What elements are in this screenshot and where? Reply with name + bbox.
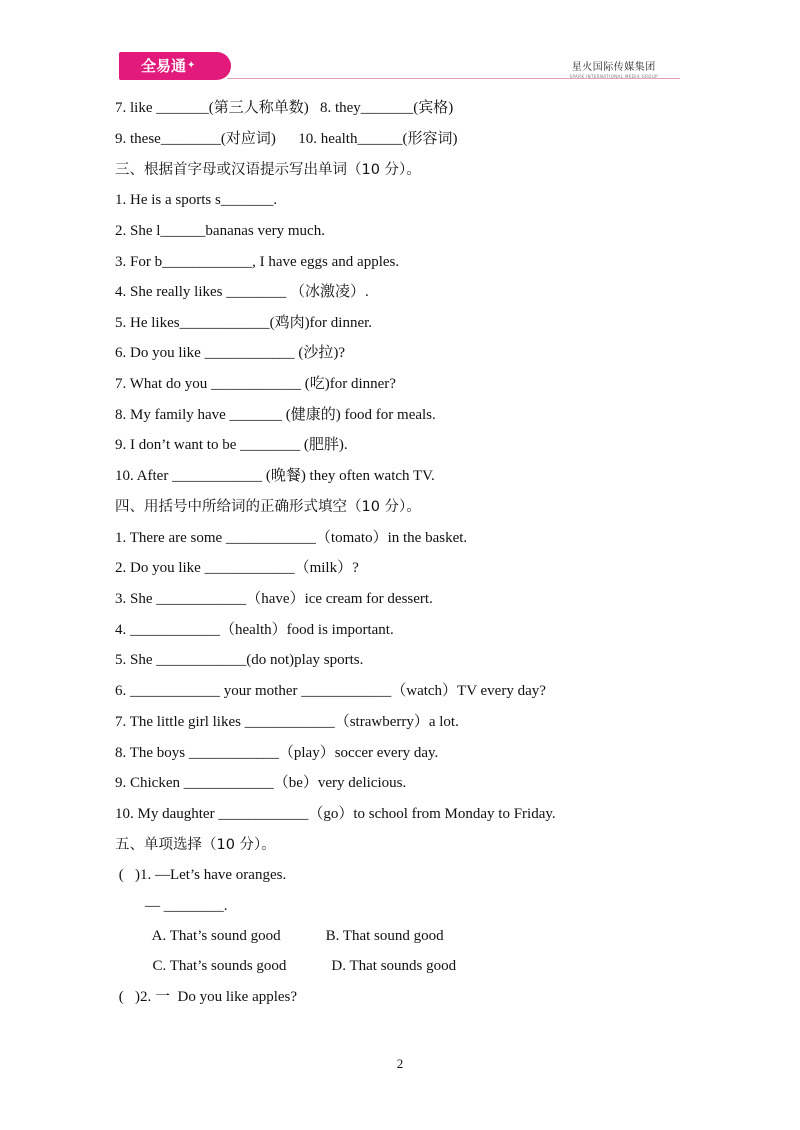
exercise-line: 9. these________(对应词) 10. health______(形容词) (115, 131, 458, 147)
section-heading: 四、用括号中所给词的正确形式填空（10 分）。 (115, 499, 421, 515)
exercise-line: 10. My daughter ____________（go）to school from Monday to Friday. (115, 806, 556, 822)
exercise-line: 4. She really likes ________ （冰激凌）. (115, 284, 369, 300)
option-line: C. That’s sounds good D. That sounds good (115, 958, 457, 974)
section-heading: 五、单项选择（10 分）。 (115, 837, 276, 853)
exercise-line: 7. like _______(第三人称单数) 8. they_______(宾格) (115, 100, 454, 116)
publisher-name-en: SPARK INTERNATIONAL MEDIA GROUP (569, 74, 658, 79)
exercise-line: 1. There are some ____________（tomato）in the basket. (115, 530, 468, 546)
exercise-line: 2. She l______bananas very much. (115, 223, 325, 239)
exercise-line: 7. The little girl likes ____________（strawberry）a lot. (115, 714, 459, 730)
exercise-line: 10. After ____________ (晚餐) they often watch TV. (115, 468, 435, 484)
exercise-line: 7. What do you ____________ (吃)for dinner? (115, 376, 396, 392)
brand-logo (119, 52, 231, 80)
publisher-name-cn: 星火国际传媒集团 (571, 62, 656, 73)
answer-blank-line: — ________. (115, 898, 228, 914)
section-heading: 三、根据首字母或汉语提示写出单词（10 分）。 (115, 162, 421, 178)
page-header (119, 52, 680, 82)
page-number: 2 (396, 1056, 404, 1071)
exercise-line: 1. He is a sports s_______. (115, 192, 278, 208)
exercise-line: 9. Chicken ____________（be）very delicious. (115, 775, 407, 791)
publisher-brand (570, 58, 658, 79)
exercise-line: 6. ____________ your mother ____________（watch）TV every day? (115, 683, 546, 699)
exercise-line: 8. The boys ____________（play）soccer every day. (115, 745, 439, 761)
exercise-line: 3. She ____________（have）ice cream for dessert. (115, 591, 433, 607)
question-line: ( )2. 一 Do you like apples? (115, 989, 298, 1005)
question-line: ( )1. —Let’s have oranges. (115, 867, 287, 883)
exercise-line: 4. ____________（health）food is important. (115, 622, 394, 638)
star-icon: ✦ (187, 60, 196, 71)
exercise-line: 5. She ____________(do not)play sports. (115, 652, 364, 668)
exercise-line: 3. For b____________, I have eggs and apples. (115, 254, 400, 270)
exercise-line: 2. Do you like ____________（milk）? (115, 560, 359, 576)
option-line: A. That’s sound good B. That sound good (115, 928, 444, 944)
exercise-line: 6. Do you like ____________ (沙拉)? (115, 345, 345, 361)
logo-text: 全易通 (141, 57, 187, 75)
exercise-line: 9. I don’t want to be ________ (肥胖). (115, 437, 348, 453)
exercise-line: 5. He likes____________(鸡肉)for dinner. (115, 315, 373, 331)
exercise-line: 8. My family have _______ (健康的) food for meals. (115, 407, 436, 423)
